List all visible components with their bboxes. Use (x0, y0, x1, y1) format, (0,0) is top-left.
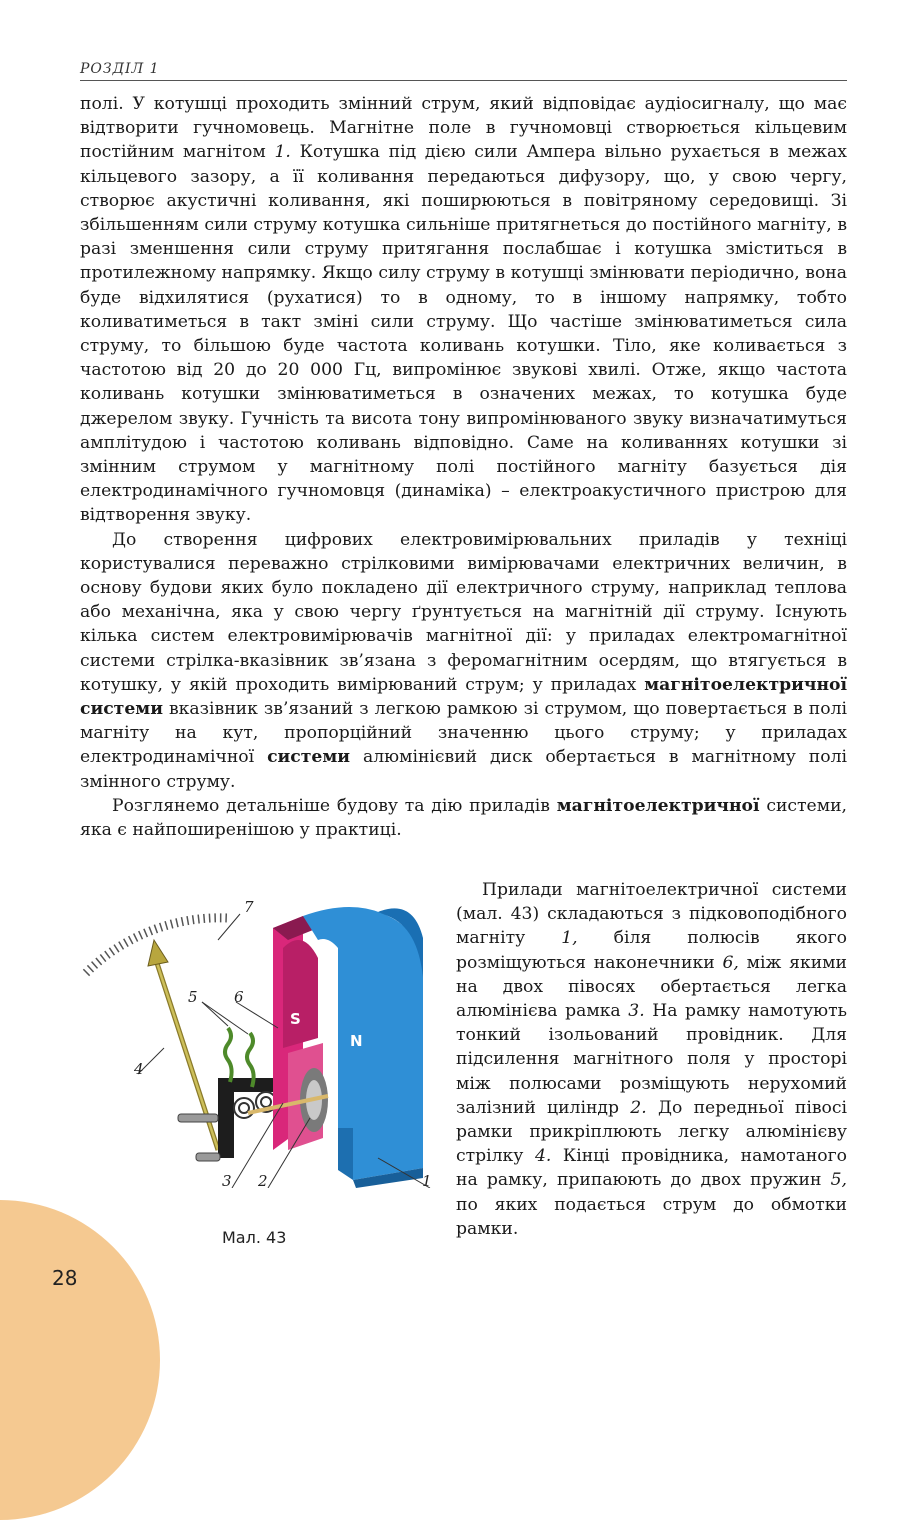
figure-caption: Мал. 43 (222, 1228, 287, 1247)
springs (234, 1092, 276, 1118)
pole-pieces (273, 916, 328, 1150)
page-number: 28 (52, 1266, 78, 1290)
label-3: 3 (222, 1172, 232, 1188)
side-text (456, 878, 847, 1241)
figure-galvanometer (78, 888, 448, 1188)
label-4: 4 (134, 1060, 144, 1078)
paragraph-1: полі. У котушці проходить змінний струм, який відповідає аудіосигналу, що має відтворити гучномовець. Магнітне поле в гучномовці створюється кільцевим постійним магнітом 1. Котушка під дією сили Ампера вільно рухається в межах кільцевого зазору, а її коливання передаються дифузору, що, у свою чергу, створює акустичні коливання, які поширюються в повітряному середовищі. Зі збільшенням сили струму котушка сильніше притягнеться до постійного магніту, в разі зменшення сили струму притягання послабшає і котушка зміститься в протилежному напрямку. Якщо силу струму в котушці змінювати періодично, вона буде відхилятися (рухатися) то в одному, то в іншому напрямку, тобто коливатиметься в такт зміні сили струму. Що частіше змінюватиметься сила струму, то більшою буде частота коливань котушки. Тіло, яке коливається з частотою від 20 до 20 000 Гц, випромінює звукові хвилі. Отже, якщо частота коливань котушки змінюватиметься в означених межах, то котушка буде джерелом звуку. Гучність та висота тону випромінюваного звуку визначатимуться амплітудою і частотою коливань відповідно. Саме на коливаннях котушки зі змінним струмом у магнітному полі постійного магніту базується дія електродинамічного гучномовця (динаміка) – електроакустичного пристрою для відтворення звуку. (80, 94, 847, 526)
label-1: 1 (422, 1172, 432, 1188)
label-2: 2 (258, 1172, 268, 1188)
label-7: 7 (244, 898, 254, 916)
paragraph-3: Розглянемо детальніше будову та дію приладів магнітоелектричної системи, яка є найпоширенішою у практиці. (80, 795, 848, 841)
galvanometer-illustration (78, 888, 448, 1188)
body-text (80, 92, 847, 842)
page-corner-decoration (0, 1200, 160, 1520)
label-5: 5 (188, 988, 198, 1006)
side-paragraph: Прилади магнітоелектричної системи (мал. 43) складаються з підковоподібного магніту 1, біля полюсів якого розміщуються наконечники 6, між якими на двох півосях обертається легка алюмінієва рамка 3. На рамку намотують тонкий ізольований провідник. Для підсилення магнітного поля у просторі між полюсами розміщують нерухомий залізний циліндр 2. До передньої півосі рамки прикріплюють легку алюмінієву стрілку 4. Кінці провідника, намотаного на рамку, припаюють до двох пружин 5, по яких подається струм до обмотки рамки. (456, 880, 848, 1239)
bracket (178, 1078, 274, 1161)
running-header (80, 58, 847, 81)
section-title: РОЗДІЛ 1 (80, 61, 160, 77)
paragraph-2: До створення цифрових електровимірювальних приладів у техніці користувалися переважно стрілковими вимірювачами електричних величин, в основу будови яких було покладено дії електричного струму, наприклад теплова або механічна, яка у свою чергу ґрунтується на магнітній дії струму. Існують кілька систем електровимірювачів магнітної дії: у приладах електромагнітної системи стрілка-вказівник зв’язана з феромагнітним осердям, що втягується в котушку, у якій проходить вимірюваний струм; у приладах магнітоелектричної системи вказівник зв’язаний з легкою рамкою зі струмом, що повертається в полі магніту на кут, пропорційний значенню цього струму; у приладах електродинамічної системи алюмінієвий диск обертається в магнітному полі змінного струму. (80, 529, 848, 792)
pole-s-label: S (290, 1010, 301, 1028)
label-6: 6 (234, 988, 244, 1006)
pole-n-label: N (350, 1032, 363, 1050)
